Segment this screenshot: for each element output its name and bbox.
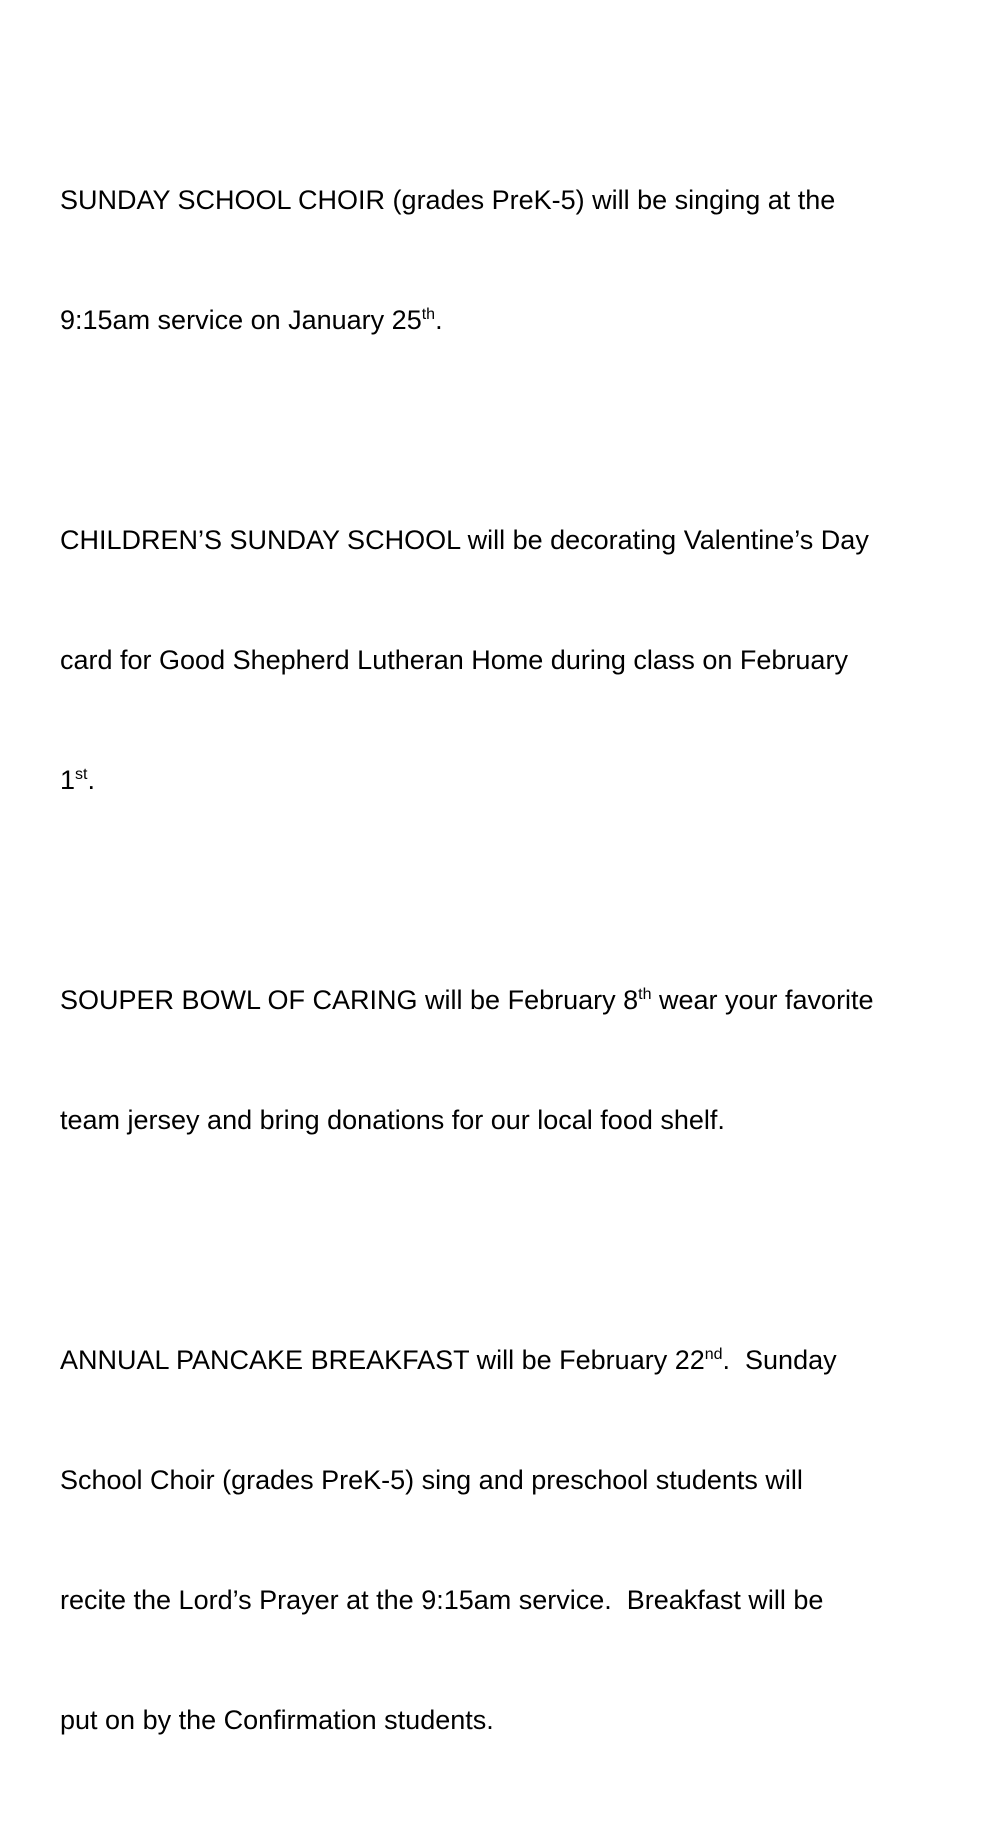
text-line: SUNDAY SCHOOL CHOIR (grades PreK-5) will be singing at the [60,185,836,215]
text-line: card for Good Shepherd Lutheran Home during class on February [60,645,848,675]
text-line: 1st. [60,765,95,795]
announcement-souper-bowl [60,900,940,1220]
text-line: CHILDREN’S SUNDAY SCHOOL will be decorating Valentine’s Day [60,525,869,555]
announcement-sunday-school-choir [60,100,940,420]
text-line: School Choir (grades PreK-5) sing and preschool students will [60,1465,803,1495]
text-line: SOUPER BOWL OF CARING will be February 8th wear your favorite [60,985,874,1015]
superscript: st [75,766,88,783]
announcement-childrens-sunday-school [60,440,940,880]
document-page [60,100,940,1840]
text-line: ANNUAL PANCAKE BREAKFAST will be February 22nd. Sunday [60,1345,837,1375]
text-line: 9:15am service on January 25th. [60,305,443,335]
announcement-pancake-breakfast [60,1260,940,1820]
superscript: th [638,986,652,1003]
text-line: recite the Lord’s Prayer at the 9:15am service. Breakfast will be [60,1585,824,1615]
text-line: put on by the Confirmation students. [60,1705,494,1735]
superscript: th [421,306,436,323]
text-line: team jersey and bring donations for our local food shelf. [60,1105,725,1135]
superscript: nd [704,1346,723,1363]
